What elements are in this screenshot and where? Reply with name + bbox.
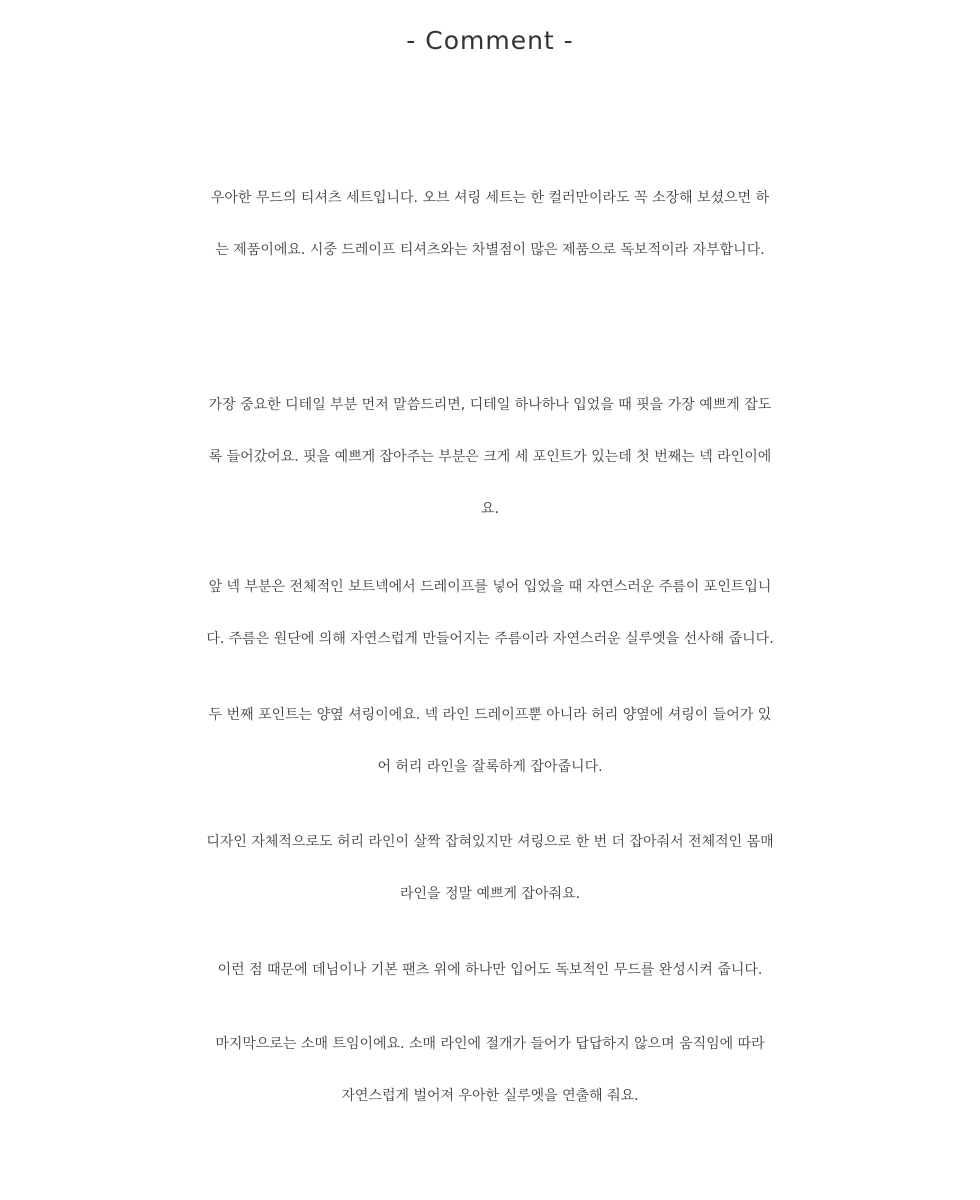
paragraph-intro [0,172,980,276]
paragraph-shirring [0,689,980,793]
paragraph-neckline [0,561,980,665]
paragraph-line: 요. [481,501,499,517]
paragraph-details [0,379,980,535]
paragraph-line: 어 허리 라인을 잘록하게 잡아줍니다. [377,759,603,775]
paragraph-line: 디자인 자체적으로도 허리 라인이 살짝 잡혀있지만 셔링으로 한 번 더 잡아줘서 전체적인 몸매 [206,834,774,850]
paragraph-line: 록 들어갔어요. 핏을 예쁘게 잡아주는 부분은 크게 세 포인트가 있는데 첫 번째는 넥 라인이에 [208,449,772,465]
paragraph-line: 라인을 정말 예쁘게 잡아줘요. [399,886,581,902]
paragraph-line: 다. 주름은 원단에 의해 자연스럽게 만들어지는 주름이라 자연스러운 실루엣을 선사해 줍니다. [206,631,774,647]
paragraph-line: 는 제품이에요. 시중 드레이프 티셔츠와는 차별점이 많은 제품으로 독보적이라 자부합니다. [215,242,765,258]
comment-heading: - Comment - [406,26,574,55]
paragraph-line: 자연스럽게 벌어져 우아한 실루엣을 연출해 줘요. [341,1088,639,1104]
paragraph-line: 가장 중요한 디테일 부분 먼저 말씀드리면, 디테일 하나하나 입었을 때 핏을 가장 예쁘게 잡도 [208,397,772,413]
paragraph-styling [0,944,980,996]
paragraph-sleeve [0,1018,980,1122]
paragraph-line: 마지막으로는 소매 트임이에요. 소매 라인에 절개가 들어가 답답하지 않으며 움직임에 따라 [215,1036,765,1052]
paragraph-line: 앞 넥 부분은 전체적인 보트넥에서 드레이프를 넣어 입었을 때 자연스러운 주름이 포인트입니 [208,579,772,595]
paragraph-line: 이런 점 때문에 데님이나 기본 팬츠 위에 하나만 입어도 독보적인 무드를 완성시켜 줍니다. [217,962,763,978]
paragraph-line: 우아한 무드의 티셔츠 세트입니다. 오브 셔링 세트는 한 컬러만이라도 꼭 소장해 보셨으면 하 [210,190,770,206]
paragraph-line: 두 번째 포인트는 양옆 셔링이에요. 넥 라인 드레이프뿐 아니라 허리 양옆에 셔링이 들어가 있 [208,707,772,723]
paragraph-waistline [0,816,980,920]
